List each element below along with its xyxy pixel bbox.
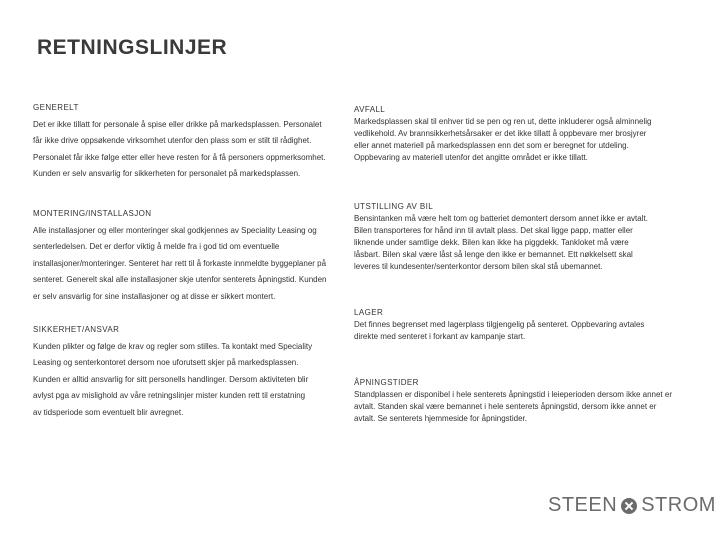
section-heading: AVFALL [354,105,386,114]
logo-right-text: STROM [641,494,716,516]
section-text: Kunden plikter og følge de krav og regler som stilles. Ta kontakt med Speciality Leasing og senterkontoret dersom noe uforutsett skjer på markedsplassen. Kunden er alltid ansvarlig for sitt personells handlinger. Dersom aktiviteten blir avlyst pga av mislighold av våre retningslinjer mister kunden rett til erstatning av tidsperiode som eventuelt blir avregnet. [33,341,313,417]
crossed-circle-icon [621,498,637,514]
section-montering [33,206,328,305]
section-text: Det er ikke tillatt for personale å spise eller drikke på markedsplassen. Personalet får ikke drive oppsøkende virksomhet utenfor den plass som er stilt til rådighet. Personalet får ikke følge etter eller heve resten for å få personers oppmerksomhet. Kunden er selv ansvarlig for sikkerheten for personalet på markedsplassen. [33,119,326,178]
section-heading: UTSTILLING AV BIL [354,202,434,211]
section-lager [354,307,654,343]
section-utstilling [354,201,654,273]
section-heading: MONTERING/INSTALLASJON [33,209,152,218]
section-text: Bensintanken må være helt tom og batteriet demontert dersom annet ikke er avtalt. Bilen transporteres for hånd inn til avtalt plass. Det skal ligge papp, matter eller liknende under samtlige dekk. Bilen kan ikke ha piggdekk. Tankloket må være låsbart. Bilen skal være låst så lenge den ikke er bemannet. Ett nøkkelsett skal leveres til kundesenter/senterkontor dersom bilen skal stå ubemannet. [354,214,648,271]
logo-left-text: STEEN [548,494,618,516]
section-apningstider [354,377,679,425]
section-avfall [354,104,654,164]
section-generelt [33,100,328,183]
section-heading: SIKKERHET/ANSVAR [33,325,120,334]
section-text: Det finnes begrenset med lagerplass tilgjengelig på senteret. Oppbevaring avtales direkte med senteret i forkant av kampanje start. [354,320,645,341]
company-logo [548,494,716,517]
section-heading: LAGER [354,308,384,317]
section-text: Alle installasjoner og eller monteringer skal godkjennes av Speciality Leasing og senterledelsen. Det er derfor viktig å melde fra i god tid om eventuelle installasjoner/monteringer. Senteret har rett til å forkaste innmeldte byggeplaner på senteret. Generelt skal alle installasjoner skje utenfor senterets åpningstid. Kunden er selv ansvarlig for sine installasjoner og at disse er sikkert montert. [33,225,327,301]
section-sikkerhet [33,322,313,421]
page-title: RETNINGSLINJER [37,36,228,59]
section-heading: GENERELT [33,103,79,112]
section-text: Standplassen er disponibel i hele senterets åpningstid i leieperioden dersom ikke annet er avtalt. Standen skal være bemannet i hele senterets åpningstid, dersom ikke annet er avtalt. Se senterets hjemmeside for åpningstider. [354,390,672,423]
section-text: Markedsplassen skal til enhver tid se pen og ren ut, dette inkluderer også alminnelig vedlikehold. Av brannsikkerhetsårsaker er det ikke tillatt å oppbevare mer brosjyrer eller annet materiell på markedsplassen enn det som er beregnet for utdeling. Oppbevaring av materiell utenfor det angitte området er ikke tillatt. [354,117,652,162]
section-heading: ÅPNINGSTIDER [354,378,419,387]
